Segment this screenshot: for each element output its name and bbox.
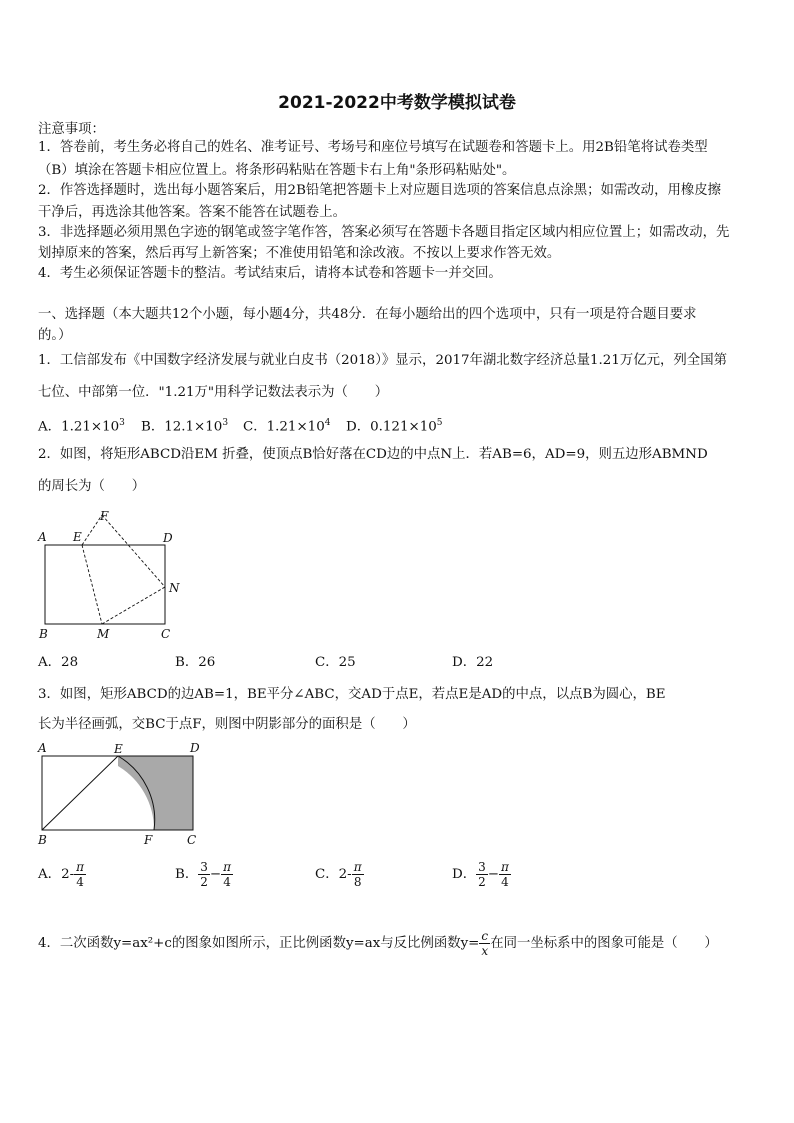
q2-option-b[interactable]: B．26 <box>175 655 216 670</box>
q2-option-d[interactable]: D．22 <box>452 655 494 670</box>
q3-label-d: D <box>190 741 200 755</box>
fraction: $\frac{\pi}{4}$ <box>223 860 231 889</box>
q2-label-a: A <box>38 530 47 544</box>
q3-option-d[interactable]: D． $\frac{3}{2}$ − $\frac{\pi}{4}$ <box>452 860 509 889</box>
q3-label-a: A <box>38 741 47 755</box>
q3-option-c[interactable]: C．2- $\frac{\pi}{8}$ <box>315 860 362 889</box>
fraction: $\frac{\pi}{8}$ <box>353 860 362 889</box>
section-heading-cont: 的。） <box>38 328 72 343</box>
q2-fold-line-mn <box>102 587 165 624</box>
notice-line: 4．考生必须保证答题卡的整洁。考试结束后，请将本试卷和答题卡一并交回。 <box>38 266 502 281</box>
q2-stem-cont: 的周长为（ ） <box>38 479 146 494</box>
q1-option-a[interactable]: A．$1.21\times 10^3$ <box>38 418 125 435</box>
q3-label-c: C <box>187 833 197 847</box>
notice-heading: 注意事项： <box>38 122 105 137</box>
fraction: $\frac{\pi}{4}$ <box>501 860 509 889</box>
q3-stem-cont: 长为半径画弧，交BC于点F，则图中阴影部分的面积是（ ） <box>38 717 416 732</box>
q1-option-b[interactable]: B．$12.1\times 10^3$ <box>141 418 229 435</box>
q2-label-f: F <box>100 509 109 523</box>
q2-fold-line-fn <box>102 515 165 587</box>
q3-label-e: E <box>114 742 123 756</box>
q3-figure <box>30 738 210 850</box>
q2-label-d: D <box>163 531 173 545</box>
q2-fold-line-fe <box>82 515 102 545</box>
notice-line: 1．答卷前，考生务必将自己的姓名、准考证号、考场号和座位号填写在试题卷和答题卡上。用2B铅笔将试卷类型 <box>38 140 708 155</box>
q1-options <box>38 414 758 434</box>
notice-line: （B）填涂在答题卡相应位置上。将条形码粘贴在答题卡右上角"条形码粘贴处"。 <box>38 163 516 178</box>
q2-figure <box>30 505 190 645</box>
q1-option-d[interactable]: D．$0.121\times 10^5$ <box>346 418 443 435</box>
q3-segment-be <box>42 756 118 830</box>
q2-label-n: N <box>169 581 180 595</box>
notice-line: 干净后，再选涂其他答案。答案不能答在试题卷上。 <box>38 205 346 220</box>
notice-line: 2．作答选择题时，选出每小题答案后，用2B铅笔把答题卡上对应题目选项的答案信息点涂黑；如需改动，用橡皮擦 <box>38 183 722 198</box>
q2-label-c: C <box>161 627 171 641</box>
fraction: $\frac{3}{2}$ <box>478 860 486 889</box>
q2-rectangle <box>45 545 165 624</box>
exam-title: 2021-2022中考数学模拟试卷 <box>278 93 516 113</box>
q3-shaded-region <box>118 756 193 830</box>
notice-line: 划掉原来的答案，然后再写上新答案；不准使用铅笔和涂改液。不按以上要求作答无效。 <box>38 246 561 261</box>
q1-option-c[interactable]: C．$1.21\times 10^4$ <box>243 418 331 435</box>
q1-stem: 1．工信部发布《中国数字经济发展与就业白皮书（2018）》显示，2017年湖北数字经济总量1.21万亿元，列全国第 <box>38 353 727 368</box>
q2-stem: 2．如图，将矩形ABCD沿EM 折叠，使顶点B恰好落在CD边的中点N上．若AB=6，AD=9，则五边形ABMND <box>38 447 708 462</box>
q3-stem: 3．如图，矩形ABCD的边AB=1，BE平分∠ABC，交AD于点E，若点E是AD的中点，以点B为圆心，BE <box>38 687 666 702</box>
fraction: $\frac{3}{2}$ <box>200 860 208 889</box>
fraction: $\frac{\pi}{4}$ <box>76 860 84 889</box>
q1-stem-cont: 七位、中部第一位．"1.21万"用科学记数法表示为（ ） <box>38 385 389 400</box>
q2-label-b: B <box>39 627 48 641</box>
q2-label-m: M <box>97 627 110 641</box>
fraction: $\frac{c}{x}$ <box>481 929 489 958</box>
q2-option-c[interactable]: C．25 <box>315 655 356 670</box>
q2-option-a[interactable]: A．28 <box>38 655 79 670</box>
q2-fold-line-em <box>82 545 102 624</box>
q3-option-a[interactable]: A．2- $\frac{\pi}{4}$ <box>38 860 84 889</box>
q3-label-b: B <box>38 833 47 847</box>
q3-options <box>38 858 758 898</box>
notice-line: 3．非选择题必须用黑色字迹的钢笔或签字笔作答，答案必须写在答题卡各题目指定区域内相应位置上；如需改动，先 <box>38 225 730 240</box>
q2-label-e: E <box>73 530 82 544</box>
q3-label-f: F <box>144 833 153 847</box>
section-heading: 一、选择题（本大题共12个小题，每小题4分，共48分．在每小题给出的四个选项中，只有一项是符合题目要求 <box>38 307 697 322</box>
q2-options <box>38 654 758 674</box>
q4-stem: 4．二次函数y=ax²+c的图象如图所示，正比例函数y=ax与反比例函数y= $\frac{c}{x}$ 在同一坐标系中的图象可能是（ ） <box>38 929 718 958</box>
q3-option-b[interactable]: B． $\frac{3}{2}$ − $\frac{\pi}{4}$ <box>175 860 231 889</box>
